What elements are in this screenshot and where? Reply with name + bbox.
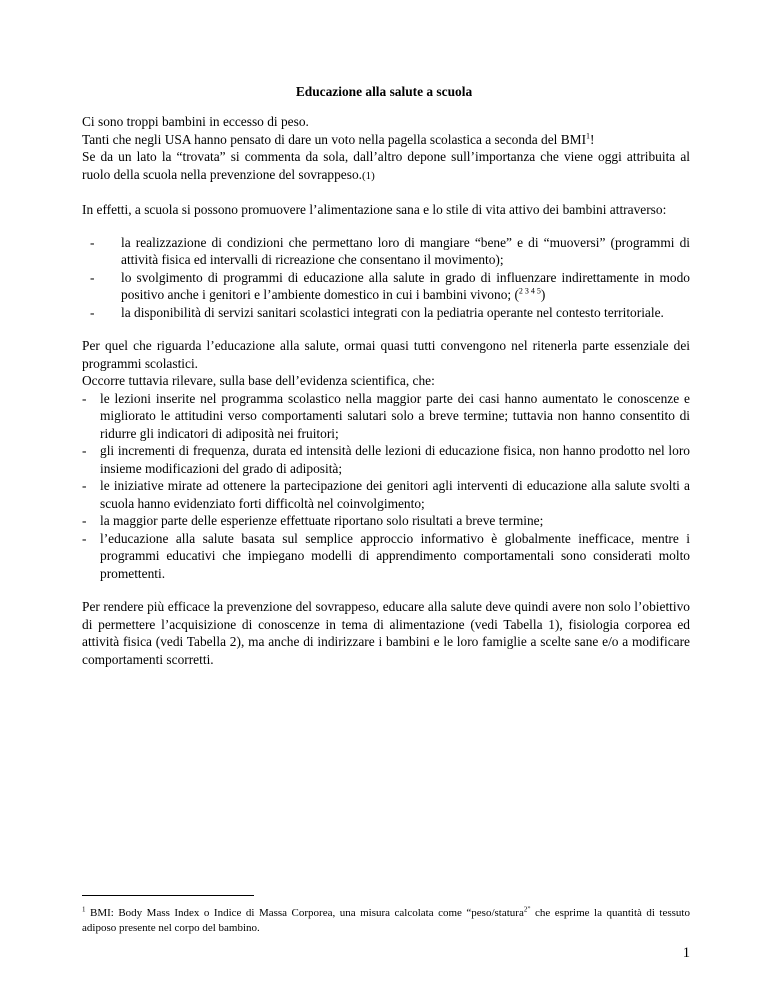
footnote-number: 1: [82, 905, 86, 914]
list-item: [82, 477, 690, 512]
intro-line-1: Ci sono troppi bambini in eccesso di peso.: [82, 114, 309, 129]
footnote-text-a: BMI: Body Mass Index o Indice di Massa Corporea, una misura calcolata come “peso/statura: [85, 907, 524, 919]
intro-line-2: [82, 131, 690, 149]
dash-marker: -: [82, 478, 87, 493]
list-item-text: gli incrementi di frequenza, durata ed intensità delle lezioni di educazione fisica, non hanno prodotto nel loro insieme modificazioni del grado di adiposità;: [100, 443, 690, 476]
list-item-text: la disponibilità di servizi sanitari scolastici integrati con la pediatria operante nel contesto territoriale.: [121, 304, 664, 320]
reference-2-5: 2 3 4 5: [518, 286, 541, 296]
footnote-separator: [82, 895, 254, 896]
intro-paragraph: [82, 113, 690, 668]
list-item-text: la maggior parte delle esperienze effettuate riportano solo risultati a breve termine;: [100, 513, 544, 528]
list-item-end: ): [540, 287, 546, 302]
list-item-text: lo svolgimento di programmi di educazione alla salute in grado di influenzare indirettamente in modo positivo anche i genitori e l’ambiente domestico in cui i bambini vivono; (: [121, 269, 690, 302]
list-item-text: la realizzazione di condizioni che permettano loro di mangiare “bene” e di “muoversi” (programmi di attività fisica ed intervalli di ricreazione che consentano il movimento);: [121, 234, 690, 267]
list-item: [82, 530, 690, 583]
list-item: [82, 234, 690, 269]
footnote-marker: 1: [586, 131, 591, 141]
dash-marker: -: [82, 530, 87, 546]
dash-marker: -: [90, 234, 95, 250]
intro-line-2-end: !: [590, 131, 595, 147]
evidence-list: [82, 390, 690, 583]
dash-marker: -: [82, 390, 87, 406]
list-item: [82, 304, 690, 322]
list-item: [82, 512, 690, 530]
footnote-text-b: che esprime la quantità di tessuto adiposo presente nel corpo del bambino.: [82, 907, 690, 934]
list-item: [82, 442, 690, 477]
promote-list: [82, 234, 690, 322]
education-line-1: Per quel che riguarda l’educazione alla salute, ormai quasi tutti convengono nel ritenerla parte essenziale dei programmi scolastici.: [82, 338, 690, 371]
list-item: [82, 390, 690, 443]
footnote: [82, 906, 690, 936]
list-item-text: le lezioni inserite nel programma scolastico nella maggior parte dei casi hanno aumentato le conoscenze e migliorato le attitudini verso comportamenti salutari solo a breve termine; tuttavia non hanno consentito di ridurre gli indicatori di adiposità nei fruitori;: [100, 390, 690, 441]
intro-line-3-text: Se da un lato la “trovata” si commenta da sola, dall’altro depone sull’importanza che viene oggi attribuita al ruolo della scuola nella prevenzione del sovrappeso.: [82, 149, 690, 182]
education-line-2: Occorre tuttavia rilevare, sulla base dell’evidenza scientifica, che:: [82, 373, 435, 388]
footnote-superscript: 2”: [523, 905, 531, 914]
conclusion-paragraph: Per rendere più efficace la prevenzione del sovrappeso, educare alla salute deve quindi avere non solo l’obiettivo di permettere l’acquisizione di conoscenze in tema di alimentazione (vedi Tabella 1), fisiologia corporea ed attività fisica (vedi Tabella 2), ma anche di indirizzare i bambini e le loro famiglie a scelte sane e/o a modificare comportamenti scorretti.: [82, 599, 690, 667]
promote-intro: In effetti, a scuola si possono promuovere l’alimentazione sana e lo stile di vita attivo dei bambini attraverso:: [82, 202, 667, 217]
list-item-text: le iniziative mirate ad ottenere la partecipazione dei genitori agli interventi di educazione alla salute svolti a scuola hanno evidenziato forti difficoltà nel coinvolgimento;: [100, 478, 690, 511]
dash-marker: -: [82, 513, 87, 528]
page-title: Educazione alla salute a scuola: [295, 84, 473, 99]
page-number: 1: [682, 945, 690, 961]
list-item-text: l’educazione alla salute basata sul semplice approccio informativo è globalmente inefficace, mentre i programmi educativi che impiegano modelli di apprendimento comportamentali sono considerati molto promettenti.: [100, 530, 690, 581]
dash-marker: -: [90, 304, 95, 320]
list-item: [82, 269, 690, 304]
dash-marker: -: [90, 269, 95, 285]
reference-1: (1): [362, 169, 375, 182]
intro-line-2-text: Tanti che negli USA hanno pensato di dare un voto nella pagella scolastica a seconda del BMI: [82, 131, 587, 147]
dash-marker: -: [82, 443, 87, 458]
intro-line-3: [82, 148, 690, 185]
